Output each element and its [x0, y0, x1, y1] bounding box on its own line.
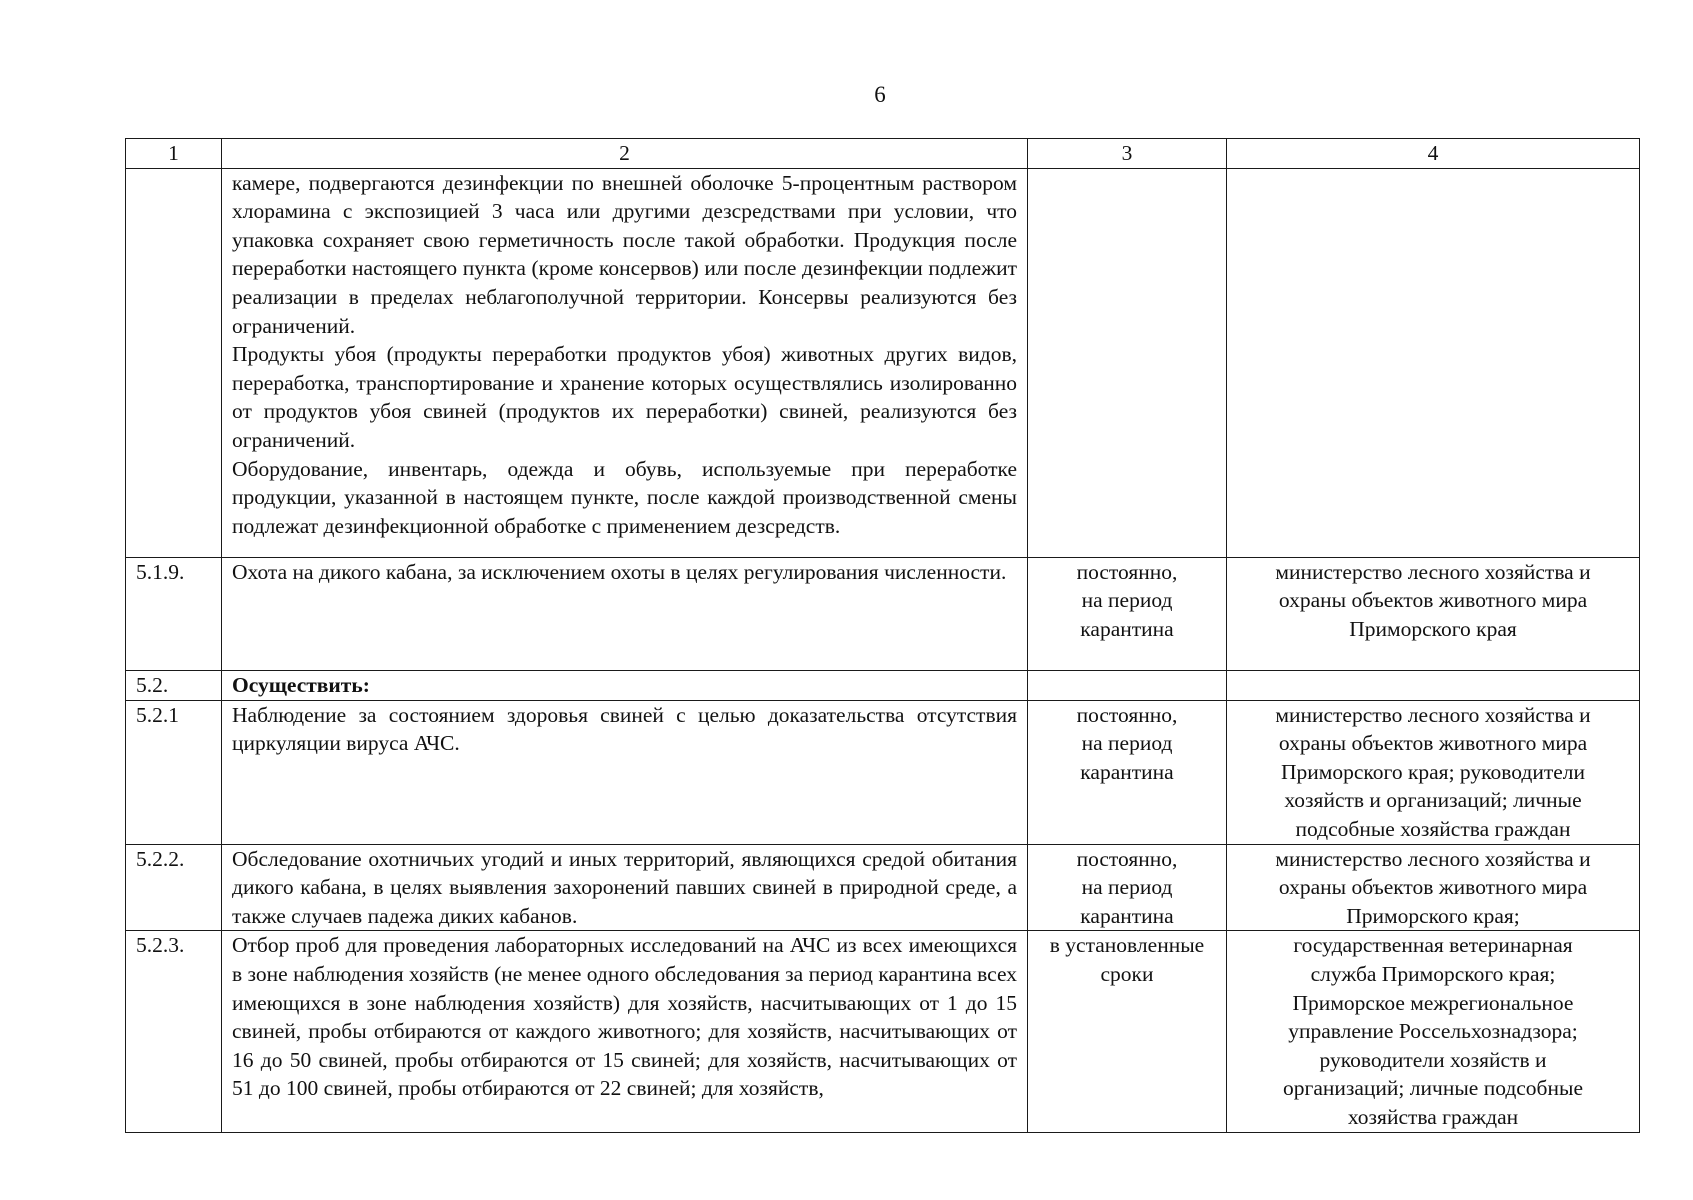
responsible-line: охраны объектов животного мира	[1278, 731, 1588, 756]
item-responsible	[1227, 670, 1640, 700]
responsible-line: министерство лесного хозяйства и	[1275, 559, 1591, 584]
table-row	[126, 557, 1640, 670]
item-number: 5.2.1	[126, 700, 222, 844]
responsible-line: управление Россельхознадзора;	[1288, 1019, 1578, 1044]
term-line: карантина	[1080, 616, 1174, 641]
responsible-line: Приморского края; руководители	[1281, 759, 1585, 784]
table-row	[126, 931, 1640, 1133]
item-description	[222, 931, 1028, 1133]
item-description	[222, 700, 1028, 844]
item-number: 5.2.	[126, 670, 222, 700]
description-paragraph: Отбор проб для проведения лабораторных исследований на АЧС из всех имеющихся в зоне наблюдения хозяйств (не менее одного обследования за период карантина всех имеющихся в зоне наблюдения хозяйств) для хозяйств, насчитывающих от 1 до 15 свиней, пробы отбираются от каждого животного; для хозяйств, насчитывающих от 16 до 50 свиней, пробы отбираются от 15 свиней; для хозяйств, насчитывающих от 51 до 100 свиней, пробы отбираются от 22 свиней; для хозяйств,	[232, 933, 1017, 1101]
item-responsible	[1227, 168, 1640, 557]
term-line: на период	[1081, 731, 1173, 756]
item-term	[1028, 700, 1227, 844]
responsible-line: охраны объектов животного мира	[1278, 588, 1588, 613]
term-line: постоянно,	[1076, 559, 1178, 584]
description-paragraph: Обследование охотничьих угодий и иных территорий, являющихся средой обитания дикого кабана, в целях выявления захоронений павших свиней в природной среде, а также случаев падежа диких кабанов.	[232, 846, 1017, 928]
term-line: постоянно,	[1076, 702, 1178, 727]
item-responsible	[1227, 700, 1640, 844]
item-term	[1028, 931, 1227, 1133]
responsible-line: министерство лесного хозяйства и	[1275, 702, 1591, 727]
header-col-4: 4	[1227, 139, 1640, 169]
term-line: на период	[1081, 875, 1173, 900]
item-term	[1028, 670, 1227, 700]
responsible-line: служба Приморского края;	[1310, 961, 1556, 986]
description-paragraph: Наблюдение за состоянием здоровья свиней с целью доказательства отсутствия циркуляции вируса АЧС.	[232, 702, 1017, 756]
description-paragraph: камере, подвергаются дезинфекции по внешней оболочке 5-процентным раствором хлорамина с экспозицией 3 часа или другими дезсредствами при условии, что упаковка сохраняет свою герметичность после такой обработки. Продукция после переработки настоящего пункта (кроме консервов) или после дезинфекции подлежит реализации в пределах неблагополучной территории. Консервы реализуются без ограничений.	[232, 170, 1017, 338]
responsible-line: государственная ветеринарная	[1293, 933, 1573, 958]
responsible-line: подсобные хозяйства граждан	[1295, 816, 1571, 841]
term-line: сроки	[1100, 961, 1154, 986]
responsible-line: охраны объектов животного мира	[1278, 875, 1588, 900]
term-line: на период	[1081, 588, 1173, 613]
description-paragraph: Оборудование, инвентарь, одежда и обувь, используемые при переработке продукции, указанной в настоящем пункте, после каждой производственной смены подлежат дезинфекционной обработке с применением дезсредств.	[232, 456, 1017, 538]
header-col-1: 1	[126, 139, 222, 169]
description-paragraph: Продукты убоя (продукты переработки продуктов убоя) животных других видов, переработка, транспортирование и хранение которых осуществлялись изолированно от продуктов убоя свиней (продуктов их переработки) свиней, реализуются без ограничений.	[232, 342, 1017, 452]
responsible-line: хозяйства граждан	[1347, 1104, 1519, 1129]
header-row	[126, 139, 1640, 169]
item-term	[1028, 168, 1227, 557]
item-number: 5.2.3.	[126, 931, 222, 1133]
responsible-line: Приморское межрегиональное	[1292, 990, 1574, 1015]
item-number	[126, 168, 222, 557]
term-line: карантина	[1080, 903, 1174, 928]
description-paragraph: Охота на дикого кабана, за исключением охоты в целях регулирования численности.	[232, 559, 1007, 584]
item-description	[222, 557, 1028, 670]
item-description	[222, 844, 1028, 931]
header-col-3: 3	[1028, 139, 1227, 169]
table-row	[126, 670, 1640, 700]
responsible-line: организаций; личные подсобные	[1283, 1076, 1583, 1101]
header-col-2: 2	[222, 139, 1028, 169]
term-line: в установленные	[1049, 933, 1205, 958]
table-row	[126, 844, 1640, 931]
page-number: 6	[874, 82, 886, 107]
responsible-line: министерство лесного хозяйства и	[1275, 846, 1591, 871]
table-row	[126, 700, 1640, 844]
item-responsible	[1227, 557, 1640, 670]
item-description	[222, 168, 1028, 557]
item-responsible	[1227, 931, 1640, 1133]
item-description	[222, 670, 1028, 700]
item-term	[1028, 557, 1227, 670]
responsible-line: хозяйств и организаций; личные	[1284, 788, 1582, 813]
term-line: постоянно,	[1076, 846, 1178, 871]
responsible-line: Приморского края	[1349, 616, 1517, 641]
item-responsible	[1227, 844, 1640, 931]
item-number: 5.1.9.	[126, 557, 222, 670]
responsible-line: Приморского края;	[1346, 903, 1520, 928]
table-row	[126, 168, 1640, 557]
section-heading: Осуществить:	[232, 672, 370, 697]
item-number: 5.2.2.	[126, 844, 222, 931]
term-line: карантина	[1080, 759, 1174, 784]
measures-table	[125, 138, 1640, 1133]
item-term	[1028, 844, 1227, 931]
responsible-line: руководители хозяйств и	[1319, 1047, 1547, 1072]
